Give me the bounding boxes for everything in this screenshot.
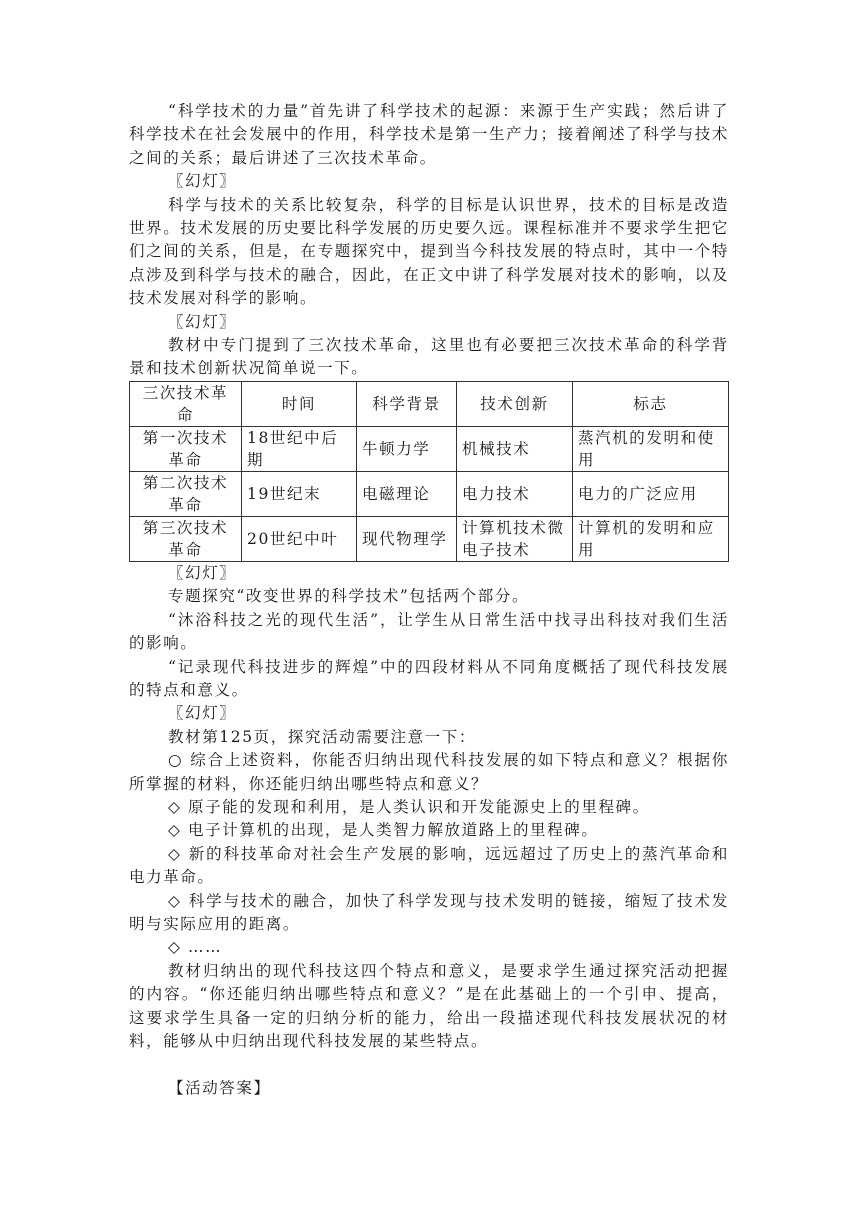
body-paragraph: “沐浴科技之光的现代生活”，让学生从日常生活中找寻出科技对我们生活的影响。: [129, 610, 729, 653]
table-cell: 19世纪末: [242, 471, 357, 516]
body-paragraph: 教材第125页，探究活动需要注意一下：: [168, 727, 476, 746]
slide-marker: 〖幻灯〗: [168, 172, 237, 191]
body-paragraph: 专题探究“改变世界的科学技术”包括两个部分。: [168, 587, 530, 606]
slide-marker: 〖幻灯〗: [168, 704, 237, 723]
slide-marker: 〖幻灯〗: [168, 312, 237, 331]
table-cell: 18世纪中后期: [242, 426, 357, 471]
table-header-cell: 时间: [242, 381, 357, 426]
bullet-item: ◇ 科学与技术的融合，加快了科学发现与技术发明的链接，缩短了技术发明与实际应用的距离。: [129, 891, 729, 933]
table-cell: 第三次技术革命: [130, 516, 242, 561]
table-cell: 电力技术: [457, 471, 573, 516]
table-cell: 蒸汽机的发明和使用: [573, 426, 729, 471]
table-cell: 计算机的发明和应用: [573, 516, 729, 561]
table-cell: 现代物理学: [357, 516, 457, 561]
table-header-cell: 标志: [573, 381, 729, 426]
bullet-item: ◇ ……: [168, 938, 223, 957]
table-cell: 牛顿力学: [357, 426, 457, 471]
table-header-cell: 科学背景: [357, 381, 457, 426]
body-paragraph: 教材归纳出的现代科技这四个特点和意义，是要求学生通过探究活动把握的内容。“你还能归纳出哪些特点和意义？”是在此基础上的一个引申、提高，这要求学生具备一定的归纳分析的能力，给出一段描述现代科技发展状况的材料，能够从中归纳出现代科技发展的某些特点。: [129, 961, 729, 1050]
table-cell: 电磁理论: [357, 471, 457, 516]
spacer: [129, 1053, 729, 1077]
table-cell: 计算机技术微电子技术: [457, 516, 573, 561]
table-row: [130, 471, 729, 516]
answer-heading: 【活动答案】: [168, 1079, 271, 1098]
body-paragraph: 科学与技术的关系比较复杂，科学的目标是认识世界，技术的目标是改造世界。技术发展的历史要比科学发展的历史要久远。课程标准并不要求学生把它们之间的关系，但是，在专题探究中，提到当今科技发展的特点时，其中一个特点涉及到科学与技术的融合，因此，在正文中讲了科学发展对技术的影响，以及技术发展对科学的影响。: [129, 195, 729, 308]
document-page: [129, 100, 729, 1101]
table-cell: 第一次技术革命: [130, 426, 242, 471]
table-cell: 20世纪中叶: [242, 516, 357, 561]
table-row: [130, 516, 729, 561]
bullet-item: ◇ 新的科技革命对社会生产发展的影响，远远超过了历史上的蒸汽革命和电力革命。: [129, 844, 729, 887]
bullet-item: ◇ 原子能的发现和利用，是人类认识和开发能源史上的里程碑。: [168, 797, 650, 816]
table-row: [130, 426, 729, 471]
revolution-table: [129, 381, 729, 562]
table-header-row: [130, 381, 729, 426]
bullet-item: ◇ 电子计算机的出现，是人类智力解放道路上的里程碑。: [168, 821, 599, 840]
table-cell: 第二次技术革命: [130, 471, 242, 516]
body-paragraph: “记录现代科技进步的辉煌”中的四段材料从不同角度概括了现代科技发展的特点和意义。: [129, 657, 729, 699]
intro-paragraph: “科学技术的力量”首先讲了科学技术的起源：来源于生产实践；然后讲了科学技术在社会发展中的作用，科学技术是第一生产力；接着阐述了科学与技术之间的关系；最后讲述了三次技术革命。: [129, 102, 729, 167]
table-cell: 电力的广泛应用: [573, 471, 729, 516]
table-cell: 机械技术: [457, 426, 573, 471]
body-paragraph: 教材中专门提到了三次技术革命，这里也有必要把三次技术革命的科学背景和技术创新状况简单说一下。: [129, 336, 729, 378]
slide-marker: 〖幻灯〗: [168, 563, 237, 582]
table-header-cell: 技术创新: [457, 381, 573, 426]
question-item: ○ 综合上述资料，你能否归纳出现代科技发展的如下特点和意义？根据你所掌握的材料，你还能归纳出哪些特点和意义？: [129, 751, 729, 793]
table-header-cell: 三次技术革命: [130, 381, 242, 426]
